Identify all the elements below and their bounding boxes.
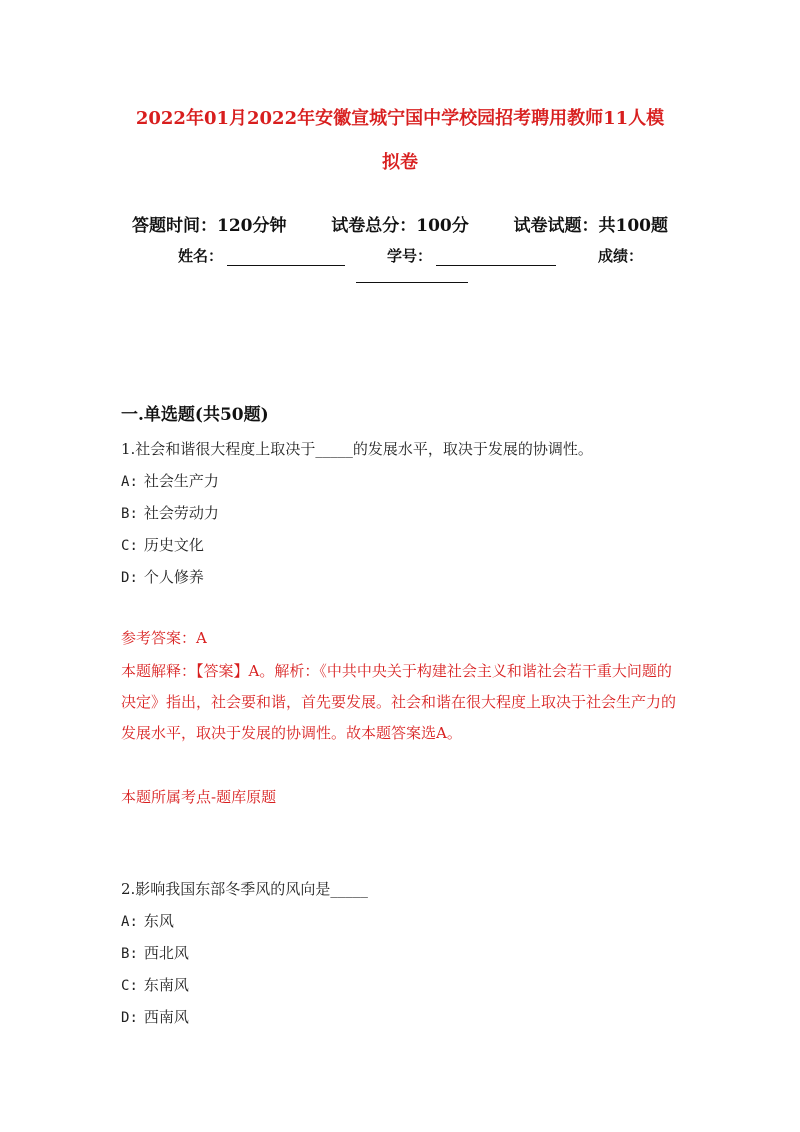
question-2-stem: [121, 878, 368, 899]
option-text: 社会生产力: [143, 472, 219, 490]
option-separator: :: [129, 914, 138, 930]
question-1-answer: 参考答案：A: [121, 629, 207, 647]
student-info-row: [178, 245, 678, 266]
exam-question-count: 试卷试题：共100题: [513, 216, 668, 236]
option-text: 西北风: [143, 944, 189, 962]
score-label: 成绩：: [598, 247, 644, 265]
question-2-option-a: [121, 910, 174, 931]
exam-meta-row: [110, 211, 690, 236]
option-letter: B: [121, 506, 130, 522]
option-letter: B: [121, 946, 130, 962]
question-2-option-c: [121, 974, 189, 995]
question-1-option-d: [121, 566, 204, 587]
question-1-topic: 本题所属考点-题库原题: [121, 788, 277, 806]
option-letter: C: [121, 978, 130, 994]
student-id-blank: [436, 249, 556, 266]
option-text: 个人修养: [143, 568, 204, 586]
option-text: 东风: [143, 912, 174, 930]
student-id-label: 学号：: [387, 247, 433, 265]
question-1-option-a: [121, 470, 219, 491]
option-text: 西南风: [143, 1008, 189, 1026]
option-letter: D: [121, 570, 130, 586]
option-letter: A: [121, 474, 130, 490]
option-separator: :: [129, 946, 138, 962]
exam-time: 答题时间：120分钟: [132, 216, 287, 236]
name-label: 姓名：: [178, 247, 224, 265]
question-1-option-c: [121, 534, 204, 555]
question-2-option-b: [121, 942, 189, 963]
question-1-blank: _____: [315, 440, 353, 458]
question-1-stem: [121, 438, 593, 459]
name-blank: [227, 249, 345, 266]
option-text: 社会劳动力: [143, 504, 219, 522]
option-separator: :: [129, 570, 138, 586]
exam-title-line2: 拟卷: [382, 152, 418, 173]
option-letter: D: [121, 1010, 130, 1026]
question-2-option-d: [121, 1006, 189, 1027]
exam-total-score: 试卷总分：100分: [331, 216, 469, 236]
option-separator: :: [129, 978, 138, 994]
question-2-blank: _____: [330, 880, 368, 898]
option-letter: A: [121, 914, 130, 930]
question-1-explanation: 本题解释：【答案】A。解析：《中共中央关于构建社会主义和谐社会若干重大问题的决定》指出，社会要和谐，首先要发展。社会和谐在很大程度上取决于社会生产力的发展水平，取决于发展的协调性。故本题答案选A。: [121, 662, 677, 742]
option-text: 历史文化: [143, 536, 204, 554]
section-title: 一.单选题(共50题): [121, 405, 269, 425]
option-separator: :: [129, 1010, 138, 1026]
question-1-option-b: [121, 502, 219, 523]
question-2-stem-before: 2.影响我国东部冬季风的风向是: [121, 880, 331, 898]
option-letter: C: [121, 538, 130, 554]
question-1-stem-before: 1.社会和谐很大程度上取决于: [121, 440, 316, 458]
exam-title-line1: 2022年01月2022年安徽宣城宁国中学校园招考聘用教师11人模: [135, 108, 665, 129]
score-blank: [356, 266, 468, 283]
question-1-stem-after: 的发展水平，取决于发展的协调性。: [352, 440, 593, 458]
option-separator: :: [129, 474, 138, 490]
option-separator: :: [129, 538, 138, 554]
option-text: 东南风: [143, 976, 189, 994]
option-separator: :: [129, 506, 138, 522]
